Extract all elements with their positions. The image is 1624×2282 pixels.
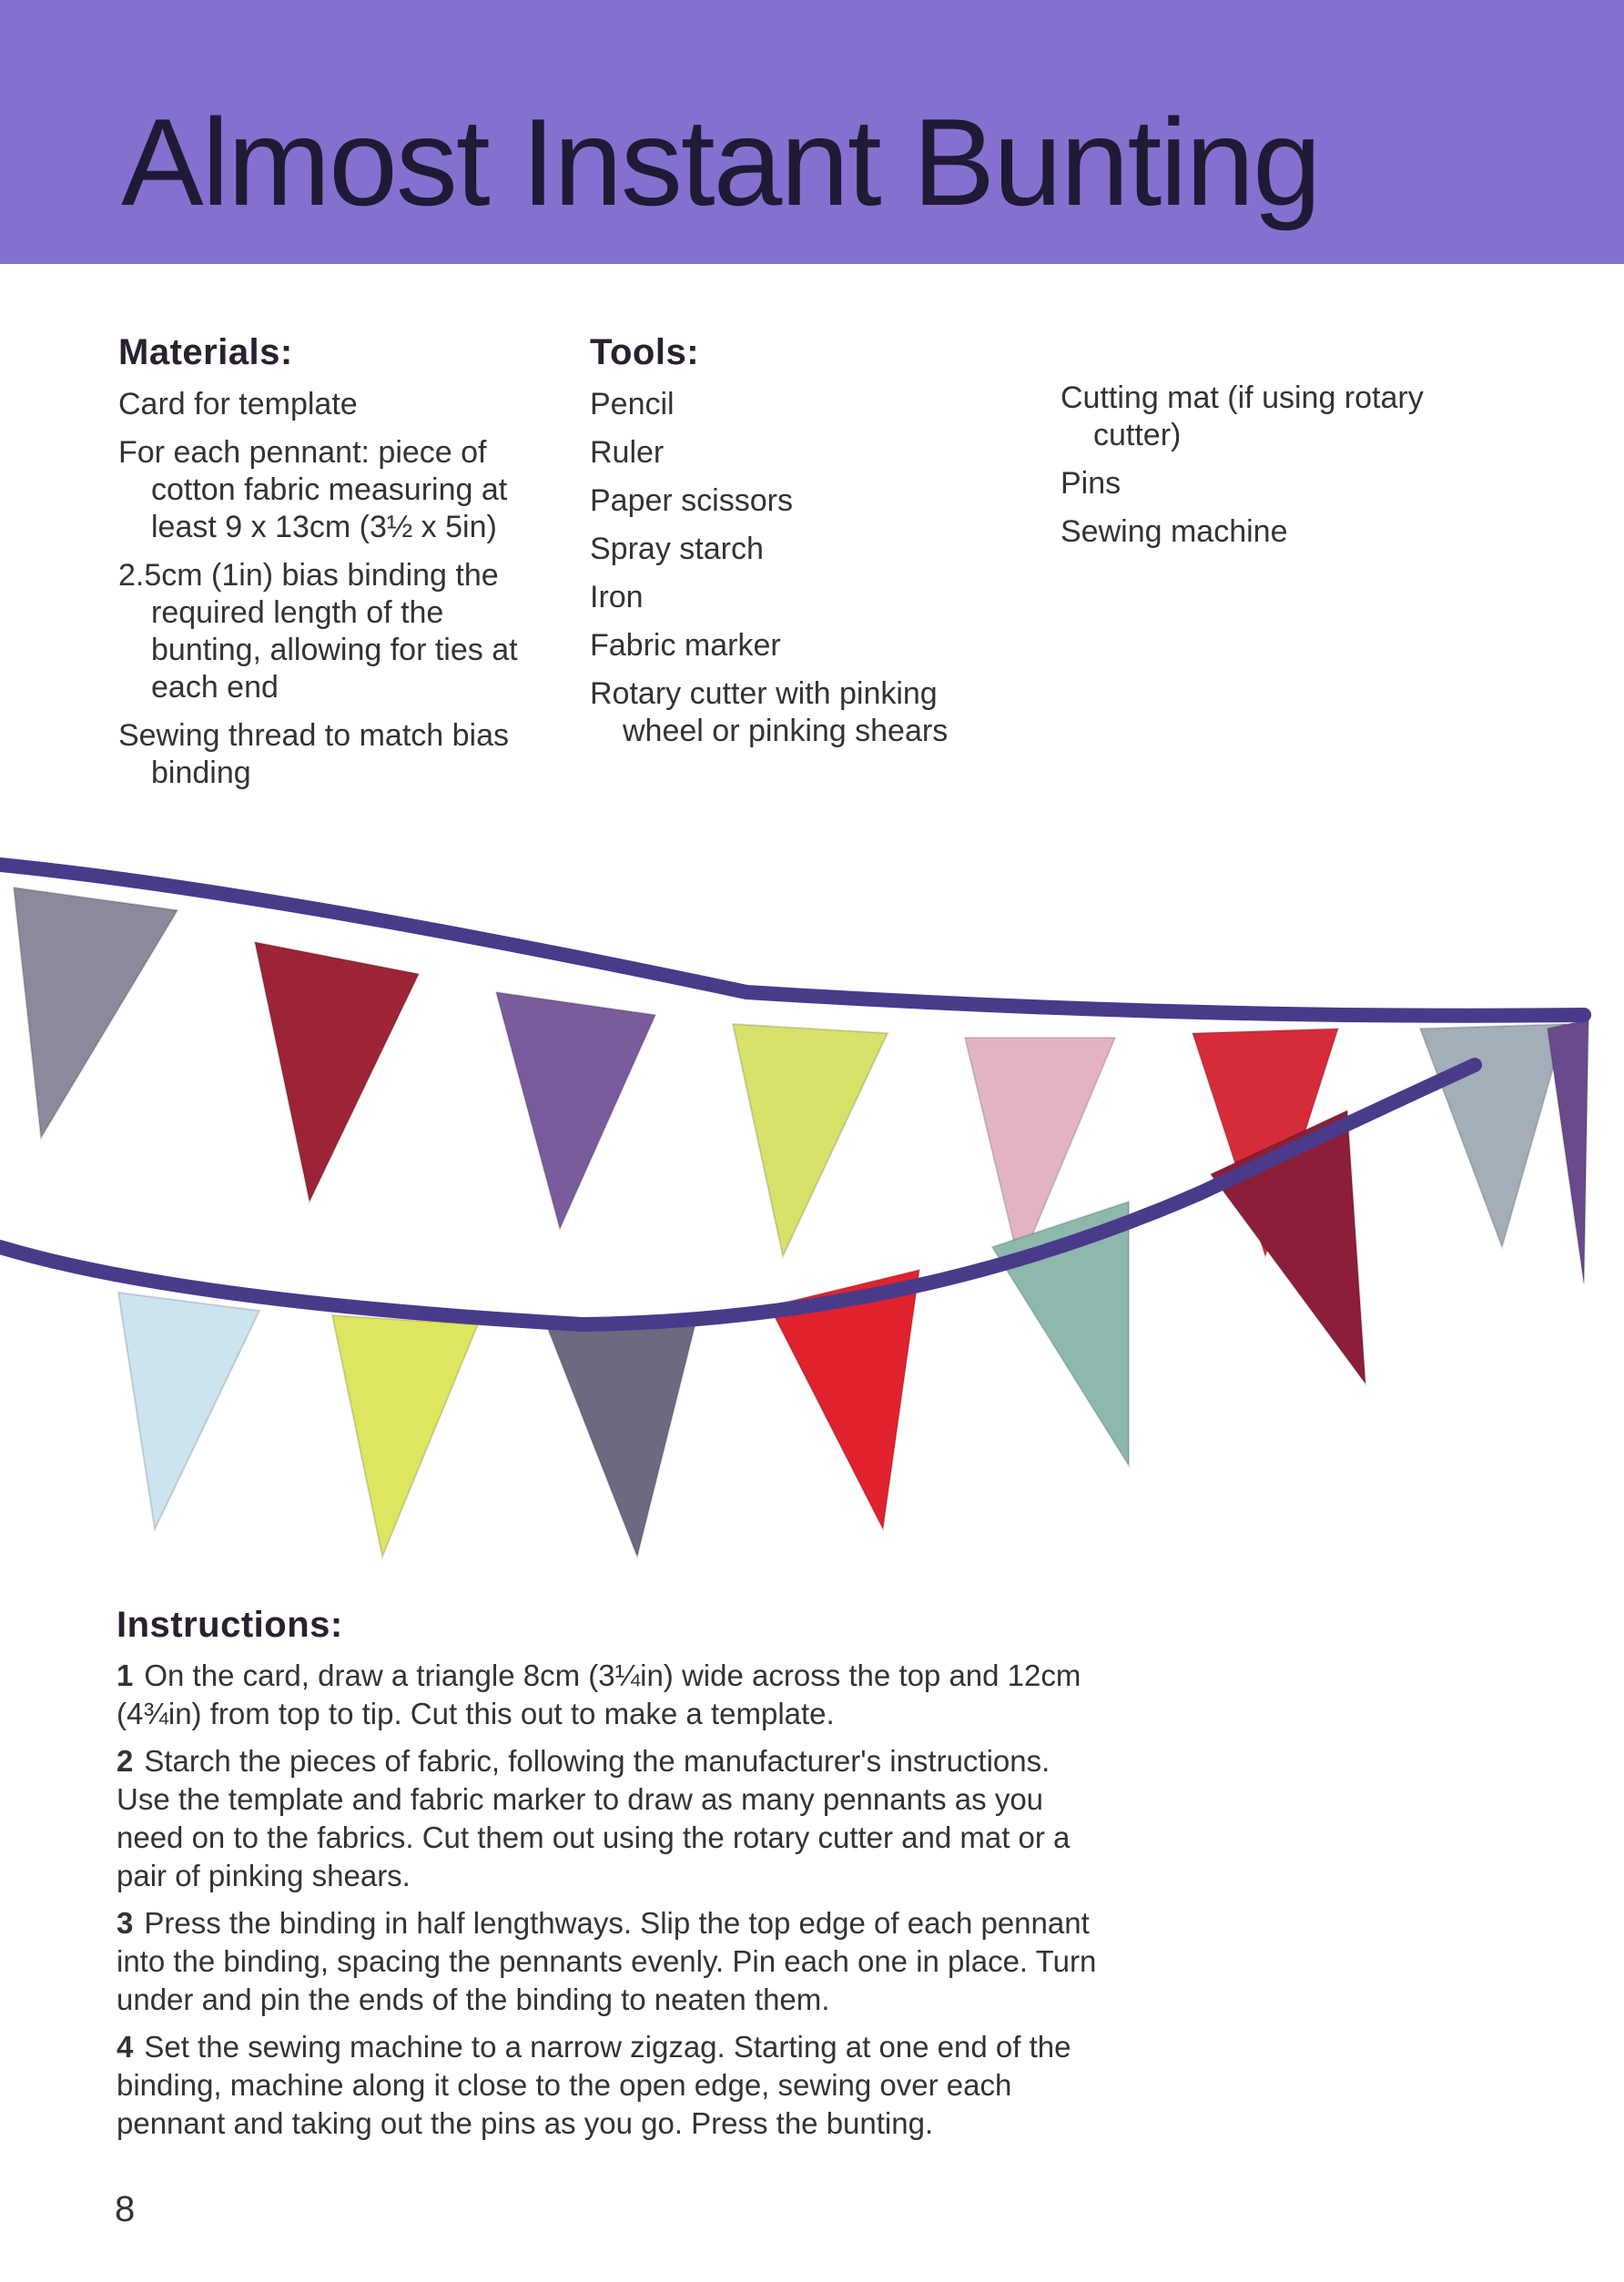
tools-heading: Tools: (590, 332, 700, 372)
list-item: Cutting mat (if using rotary cutter) (1061, 380, 1424, 452)
materials-heading: Materials: (118, 332, 293, 372)
list-item: Spray starch (590, 532, 764, 566)
bias-binding-upper (0, 865, 1584, 1016)
list-item: Fabric marker (590, 628, 781, 663)
pennant (255, 942, 419, 1202)
pennant (118, 1293, 259, 1529)
tools-section (590, 332, 1018, 761)
pennant (1548, 1019, 1588, 1283)
pennant (14, 887, 178, 1138)
page-number: 8 (115, 2189, 136, 2229)
list-item: Paper scissors (590, 483, 793, 518)
list-item: Ruler (590, 435, 665, 470)
list-item: Pencil (590, 387, 675, 421)
step-number: 1 (117, 1658, 134, 1692)
tools-list (590, 386, 1018, 750)
page-title: Almost Instant Bunting (121, 93, 1320, 231)
pennant (332, 1315, 478, 1557)
list-item: Rotary cutter with pinking wheel or pinking shears (590, 676, 949, 748)
step-text: Press the binding in half lengthways. Slip the top edge of each pennant into the binding, spacing the pennants evenly. Pin each one in place. Turn under and pin the ends of the binding to neaten them. (117, 1906, 1097, 2016)
step-number: 4 (117, 2030, 134, 2064)
instruction-step (117, 1657, 1100, 1733)
instructions-section (117, 1605, 1100, 2152)
list-item: Sewing machine (1061, 514, 1288, 549)
step-number: 2 (117, 1744, 134, 1778)
step-text: Set the sewing machine to a narrow zigzag. Starting at one end of the binding, machine along it close to the open edge, sewing over each pennant and taking out the pins as you go. Press the bunting. (117, 2030, 1071, 2140)
instructions-heading: Instructions: (117, 1605, 343, 1645)
materials-section (118, 332, 546, 803)
materials-list (118, 386, 546, 792)
instruction-step (117, 1904, 1100, 2019)
step-text: Starch the pieces of fabric, following the manufacturer's instructions. Use the template and fabric marker to draw as many pennants as you need on to the fabrics. Cut them out using the rotary cutter and mat or a pair of pinking shears. (117, 1744, 1071, 1892)
list-item: For each pennant: piece of cotton fabric measuring at least 9 x 13cm (3½ x 5in) (118, 435, 508, 544)
instruction-step (117, 2028, 1100, 2143)
step-text: On the card, draw a triangle 8cm (3¼in) wide across the top and 12cm (4¾in) from top to tip. Cut this out to make a template. (117, 1658, 1081, 1730)
pennant (1420, 1024, 1566, 1247)
title-banner (0, 0, 1624, 264)
tools-section-continued (1061, 380, 1488, 562)
pennant (733, 1024, 888, 1256)
list-item: Pins (1061, 466, 1122, 501)
list-item: 2.5cm (1in) bias binding the required length of the bunting, allowing for ties at each end (118, 558, 518, 705)
pennant (496, 992, 655, 1229)
tools-list-continued (1061, 380, 1488, 551)
pennant (546, 1320, 696, 1557)
step-number: 3 (117, 1906, 134, 1940)
list-item: Sewing thread to match bias binding (118, 718, 510, 790)
list-item: Card for template (118, 387, 358, 421)
instruction-step (117, 1742, 1100, 1895)
bunting-illustration (0, 837, 1624, 1584)
list-item: Iron (590, 580, 644, 614)
